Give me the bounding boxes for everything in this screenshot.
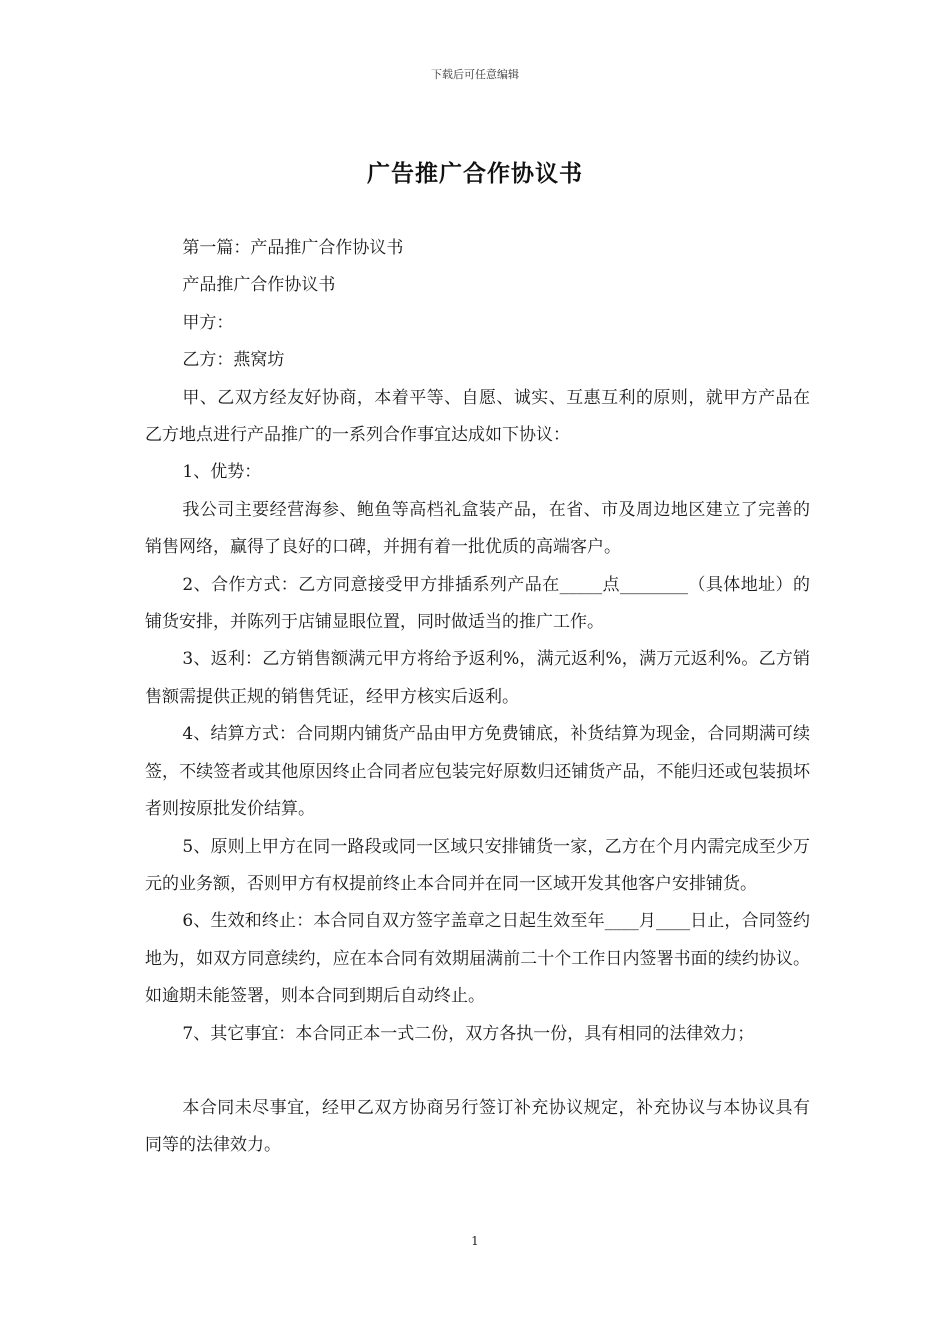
page-number: 1 [471, 1234, 479, 1248]
paragraph-clause-1-heading: 1、优势： [182, 462, 262, 483]
paragraph-clause-2: 2、合作方式：乙方同意接受甲方排插系列产品在_____点________（具体地址）的铺货安排，并陈列于店铺显眼位置，同时做适当的推广工作。 [145, 574, 810, 633]
paragraph-clause-5: 5、原则上甲方在同一路段或同一区域只安排铺货一家，乙方在个月内需完成至少万元的业务额，否则甲方有权提前终止本合同并在同一区域开发其他客户安排铺货。 [145, 836, 810, 894]
paragraph-closing: 本合同未尽事宜，经甲乙双方协商另行签订补充协议规定，补充协议与本协议具有同等的法律效力。 [145, 1097, 810, 1156]
document-body [145, 230, 810, 1165]
header-note: 下载后可任意编辑 [431, 68, 519, 81]
paragraph-party-b: 乙方：燕窝坊 [182, 350, 285, 371]
paragraph-clause-6: 6、生效和终止：本合同自双方签字盖章之日起生效至年____月____日止，合同签约地为，如双方同意续约，应在本合同有效期届满前二十个工作日内签署书面的续约协议。如逾期未能签署，则本合同到期后自动终止。 [145, 911, 810, 1007]
paragraph-spacer [145, 1053, 810, 1090]
paragraph-part-heading: 第一篇：产品推广合作协议书 [182, 238, 404, 258]
paragraph-clause-1-body: 我公司主要经营海参、鲍鱼等高档礼盒装产品，在省、市及周边地区建立了完善的销售网络，赢得了良好的口碑，并拥有着一批优质的高端客户。 [145, 499, 810, 558]
paragraph-clause-7: 7、其它事宜：本合同正本一式二份，双方各执一份，具有相同的法律效力； [182, 1023, 755, 1044]
paragraph-preamble: 甲、乙双方经友好协商，本着平等、自愿、诚实、互惠互利的原则，就甲方产品在乙方地点进行产品推广的一系列合作事宜达成如下协议： [145, 387, 810, 446]
paragraph-clause-4: 4、结算方式：合同期内铺货产品由甲方免费铺底，补货结算为现金，合同期满可续签，不续签者或其他原因终止合同者应包装完好原数归还铺货产品，不能归还或包装损坏者则按原批发价结算。 [145, 724, 810, 820]
document-title: 广告推广合作协议书 [367, 160, 583, 187]
paragraph-clause-3: 3、返利：乙方销售额满元甲方将给予返利%，满元返利%，满万元返利%。乙方销售额需提供正规的销售凭证，经甲方核实后返利。 [145, 649, 810, 707]
paragraph-party-a: 甲方： [182, 312, 234, 333]
paragraph-subtitle: 产品推广合作协议书 [182, 275, 336, 296]
